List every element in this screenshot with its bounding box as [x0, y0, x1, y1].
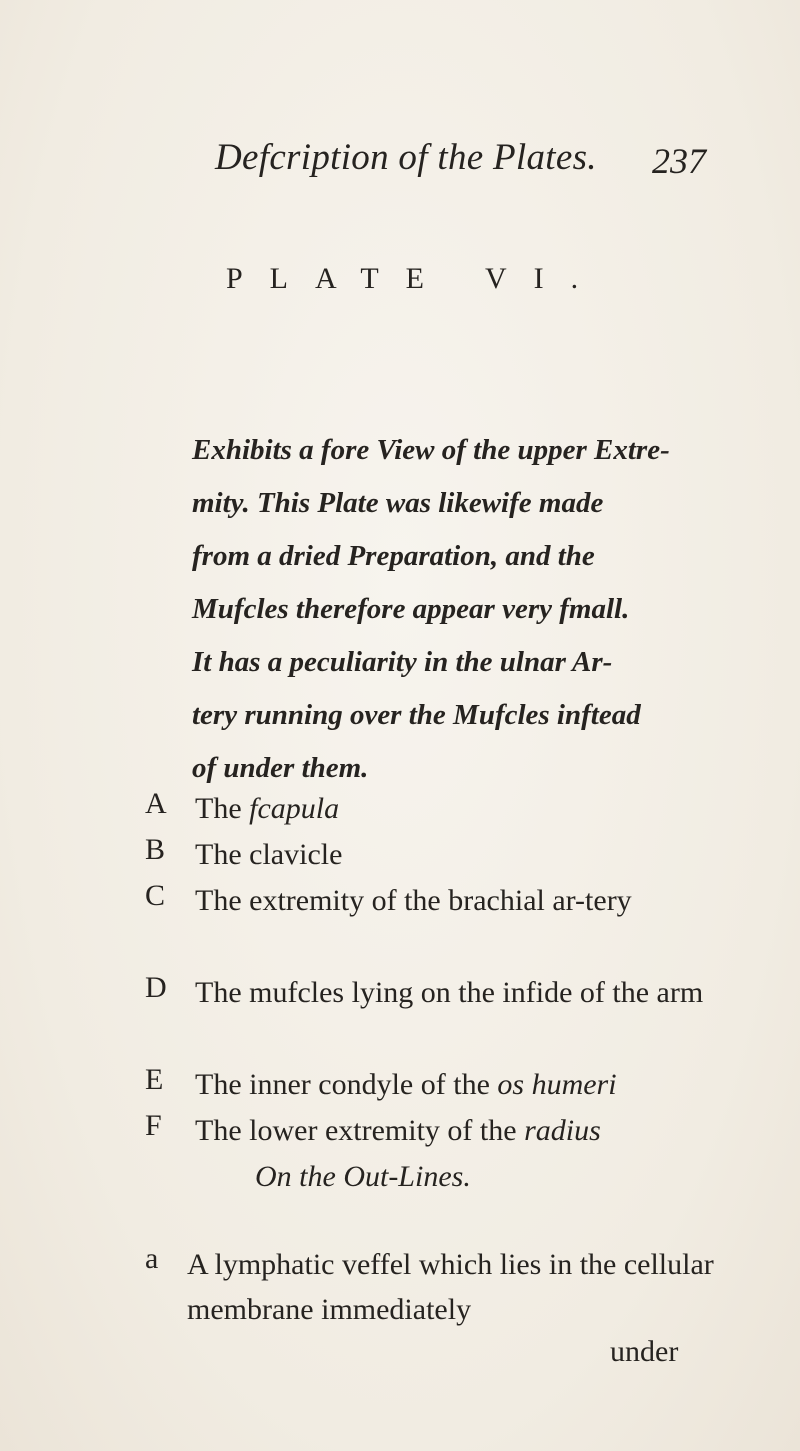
legend-letter: E [145, 1063, 164, 1096]
legend-text: The extremity of the brachial ar-tery [195, 884, 632, 917]
legend-item [145, 1063, 765, 1109]
legend-letter: A [145, 787, 167, 820]
legend-text-roman: The lower extremity of the [195, 1114, 525, 1147]
legend-letter: C [145, 879, 166, 912]
legend-text [195, 1063, 765, 1107]
legend-text-italic: fcapula [249, 792, 340, 825]
plate-title: PLATE VI. [226, 262, 606, 295]
legend-letter: D [145, 971, 167, 1004]
description-line: Mufcles therefore appear very fmall. [192, 593, 630, 625]
legend-text-roman: The [195, 792, 250, 825]
legend-item [145, 1109, 765, 1155]
description-line: of under them. [192, 752, 369, 784]
legend-item [145, 833, 765, 879]
catchword: under [610, 1335, 679, 1368]
description-line: Exhibits a fore View of the upper Extre- [192, 434, 670, 466]
outline-text: A lymphatic veffel which lies in the cellular membrane immediately [187, 1248, 714, 1326]
description-line: from a dried Preparation, and the [192, 540, 595, 572]
running-head: Defcription of the Plates. [215, 137, 597, 178]
description-line: mity. This Plate was likewife made [192, 487, 604, 519]
legend-text-roman: The inner condyle of the [195, 1068, 498, 1101]
legend-text-italic: radius [524, 1114, 601, 1147]
outlines-heading: On the Out-Lines. [255, 1160, 471, 1193]
plate-legend [145, 787, 765, 1155]
description-line: tery running over the Mufcles inftead [192, 699, 641, 731]
legend-item [145, 879, 765, 971]
legend-letter: F [145, 1109, 162, 1142]
plate-description [192, 424, 752, 795]
page-number: 237 [652, 141, 706, 181]
legend-item [145, 787, 765, 833]
legend-letter: B [145, 833, 166, 866]
legend-text: The clavicle [195, 838, 343, 871]
legend-text: The mufcles lying on the infide of the arm [195, 976, 704, 1009]
legend-item [145, 971, 765, 1063]
legend-text [195, 787, 765, 831]
legend-text-italic: os humeri [497, 1068, 617, 1101]
outline-letter: a [145, 1242, 159, 1275]
description-line: It has a peculiarity in the ulnar Ar- [192, 646, 613, 678]
legend-text [195, 1109, 765, 1153]
